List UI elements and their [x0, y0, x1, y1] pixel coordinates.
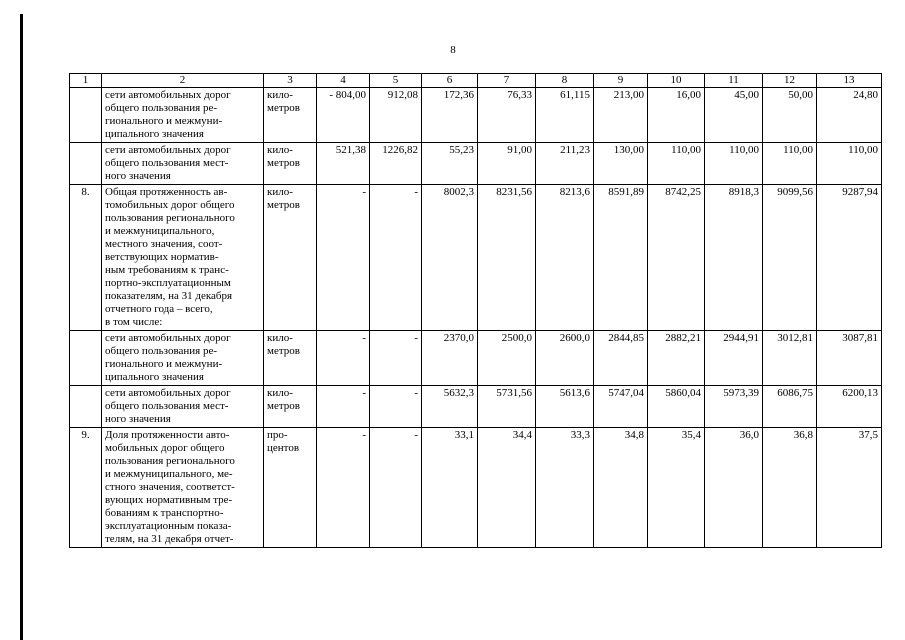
unit-cell: кило- метров: [264, 386, 317, 428]
col-header: 7: [478, 74, 536, 88]
value-cell: 2370,0: [422, 331, 478, 386]
value-cell: -: [370, 331, 422, 386]
row-number: [70, 143, 102, 185]
indicators-table: [69, 73, 882, 548]
value-cell: 34,4: [478, 428, 536, 548]
value-cell: 172,36: [422, 88, 478, 143]
value-cell: 5731,56: [478, 386, 536, 428]
value-cell: 5747,04: [594, 386, 648, 428]
row-number: [70, 88, 102, 143]
value-cell: 5973,39: [705, 386, 763, 428]
value-cell: -: [317, 185, 370, 331]
table-row: [70, 88, 882, 143]
value-cell: 34,8: [594, 428, 648, 548]
value-cell: -: [370, 428, 422, 548]
table-row: [70, 331, 882, 386]
col-header: 4: [317, 74, 370, 88]
unit-cell: кило- метров: [264, 88, 317, 143]
value-cell: 5632,3: [422, 386, 478, 428]
indicator-name: сети автомобильных дорог общего пользования ре- гионального и межмуни- ципального значения: [102, 88, 264, 143]
indicator-name: сети автомобильных дорог общего пользования мест- ного значения: [102, 386, 264, 428]
col-header: 8: [536, 74, 594, 88]
value-cell: 2844,85: [594, 331, 648, 386]
unit-cell: кило- метров: [264, 185, 317, 331]
row-number: [70, 386, 102, 428]
value-cell: 24,80: [817, 88, 882, 143]
value-cell: 110,00: [648, 143, 705, 185]
page-number: 8: [450, 44, 456, 56]
col-header: 9: [594, 74, 648, 88]
value-cell: -: [317, 386, 370, 428]
value-cell: 3012,81: [763, 331, 817, 386]
value-cell: 33,3: [536, 428, 594, 548]
header-row: [70, 74, 882, 88]
value-cell: 130,00: [594, 143, 648, 185]
value-cell: 37,5: [817, 428, 882, 548]
value-cell: 50,00: [763, 88, 817, 143]
value-cell: 91,00: [478, 143, 536, 185]
value-cell: 6200,13: [817, 386, 882, 428]
row-number: 9.: [70, 428, 102, 548]
value-cell: 3087,81: [817, 331, 882, 386]
value-cell: 912,08: [370, 88, 422, 143]
table-row: [70, 143, 882, 185]
value-cell: 8002,3: [422, 185, 478, 331]
table-row: [70, 185, 882, 331]
value-cell: 61,115: [536, 88, 594, 143]
value-cell: 1226,82: [370, 143, 422, 185]
value-cell: -: [370, 185, 422, 331]
value-cell: 2882,21: [648, 331, 705, 386]
value-cell: 8591,89: [594, 185, 648, 331]
value-cell: 35,4: [648, 428, 705, 548]
value-cell: 55,23: [422, 143, 478, 185]
value-cell: 110,00: [763, 143, 817, 185]
row-number: [70, 331, 102, 386]
value-cell: 36,8: [763, 428, 817, 548]
value-cell: 45,00: [705, 88, 763, 143]
unit-cell: кило- метров: [264, 143, 317, 185]
value-cell: 6086,75: [763, 386, 817, 428]
col-header: 2: [102, 74, 264, 88]
value-cell: 5860,04: [648, 386, 705, 428]
value-cell: 2600,0: [536, 331, 594, 386]
value-cell: 110,00: [705, 143, 763, 185]
indicator-name: сети автомобильных дорог общего пользования мест- ного значения: [102, 143, 264, 185]
value-cell: -: [370, 386, 422, 428]
table-row: [70, 428, 882, 548]
col-header: 11: [705, 74, 763, 88]
col-header: 3: [264, 74, 317, 88]
value-cell: -: [317, 331, 370, 386]
value-cell: 5613,6: [536, 386, 594, 428]
value-cell: 16,00: [648, 88, 705, 143]
col-header: 10: [648, 74, 705, 88]
binding-margin-line: [20, 14, 23, 640]
col-header: 5: [370, 74, 422, 88]
value-cell: 213,00: [594, 88, 648, 143]
value-cell: 110,00: [817, 143, 882, 185]
unit-cell: про- центов: [264, 428, 317, 548]
value-cell: 521,38: [317, 143, 370, 185]
value-cell: 9287,94: [817, 185, 882, 331]
value-cell: 8742,25: [648, 185, 705, 331]
indicator-name: Общая протяженность ав- томобильных дорог общего пользования регионального и межмуниципального, местного значения, соот- ветствующих норматив- ным требованиям к транс- портно-эксплуатационным показателям, на 31 декабря отчетного года – всего, в том числе:: [102, 185, 264, 331]
table-row: [70, 386, 882, 428]
value-cell: 8231,56: [478, 185, 536, 331]
value-cell: 76,33: [478, 88, 536, 143]
value-cell: 9099,56: [763, 185, 817, 331]
row-number: 8.: [70, 185, 102, 331]
col-header: 12: [763, 74, 817, 88]
value-cell: - 804,00: [317, 88, 370, 143]
value-cell: 36,0: [705, 428, 763, 548]
indicator-name: Доля протяженности авто- мобильных дорог общего пользования регионального и межмуниципального, ме- стного значения, соответст- вующих нормативным тре- бованиям к транспортно- эксплуатационным показа- телям, на 31 декабря отчет-: [102, 428, 264, 548]
value-cell: 211,23: [536, 143, 594, 185]
value-cell: 8918,3: [705, 185, 763, 331]
value-cell: 33,1: [422, 428, 478, 548]
value-cell: 2944,91: [705, 331, 763, 386]
col-header: 6: [422, 74, 478, 88]
value-cell: 8213,6: [536, 185, 594, 331]
indicator-name: сети автомобильных дорог общего пользования ре- гионального и межмуни- ципального значения: [102, 331, 264, 386]
col-header: 1: [70, 74, 102, 88]
value-cell: -: [317, 428, 370, 548]
value-cell: 2500,0: [478, 331, 536, 386]
unit-cell: кило- метров: [264, 331, 317, 386]
col-header: 13: [817, 74, 882, 88]
